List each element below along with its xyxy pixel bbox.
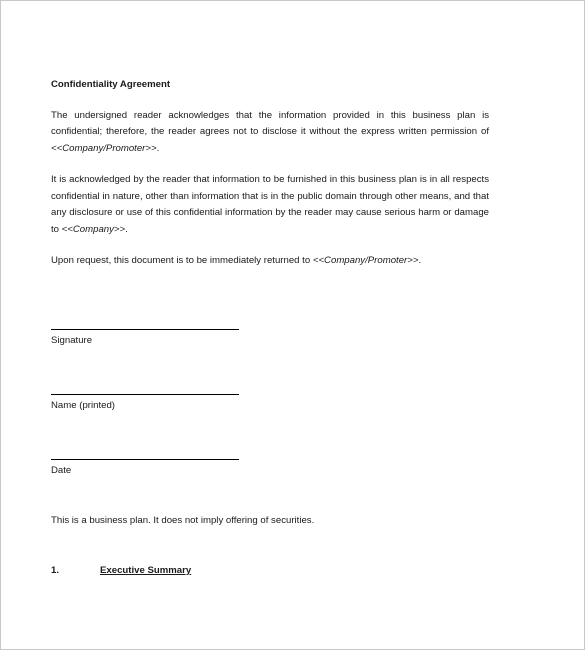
paragraph-3-text: Upon request, this document is to be immediately returned to <box>51 255 313 266</box>
paragraph-2-text: It is acknowledged by the reader that information to be furnished in this business plan is in all respects confidential in nature, other than information that is in the public domain through other means, and that any disclosure or use of this confidential information by the reader may cause serious harm or damage to <box>51 174 489 235</box>
name-label: Name (printed) <box>51 400 115 411</box>
date-label: Date <box>51 465 72 476</box>
company-promoter-placeholder: <<Company/Promoter>> <box>51 142 157 154</box>
section-title: Executive Summary <box>100 565 192 576</box>
paragraph-acknowledgement <box>51 172 489 238</box>
disclaimer-note: This is a business plan. It does not imply offering of securities. <box>51 515 315 526</box>
name-block <box>51 394 239 412</box>
agreement-body <box>51 77 489 285</box>
name-line <box>51 394 239 395</box>
paragraph-return <box>51 253 489 270</box>
paragraph-3-end: . <box>418 255 422 266</box>
company-placeholder: <<Company>> <box>61 223 126 235</box>
paragraph-2-end: . <box>125 223 128 235</box>
signature-label: Signature <box>51 335 93 346</box>
document-title: Confidentiality Agreement <box>51 79 171 90</box>
company-promoter-placeholder-2: <<Company/Promoter>> <box>312 255 419 266</box>
section-heading <box>51 565 191 576</box>
section-number: 1. <box>51 565 60 576</box>
date-block <box>51 459 239 477</box>
signature-block <box>51 329 239 347</box>
date-line <box>51 459 239 460</box>
signature-line <box>51 329 239 330</box>
paragraph-confidentiality <box>51 108 489 158</box>
paragraph-1-text: The undersigned reader acknowledges that the information provided in this business plan is confidential; therefore, the reader agrees not to disclose it without the express written permission of <box>51 109 489 137</box>
paragraph-1-end: . <box>156 142 160 154</box>
